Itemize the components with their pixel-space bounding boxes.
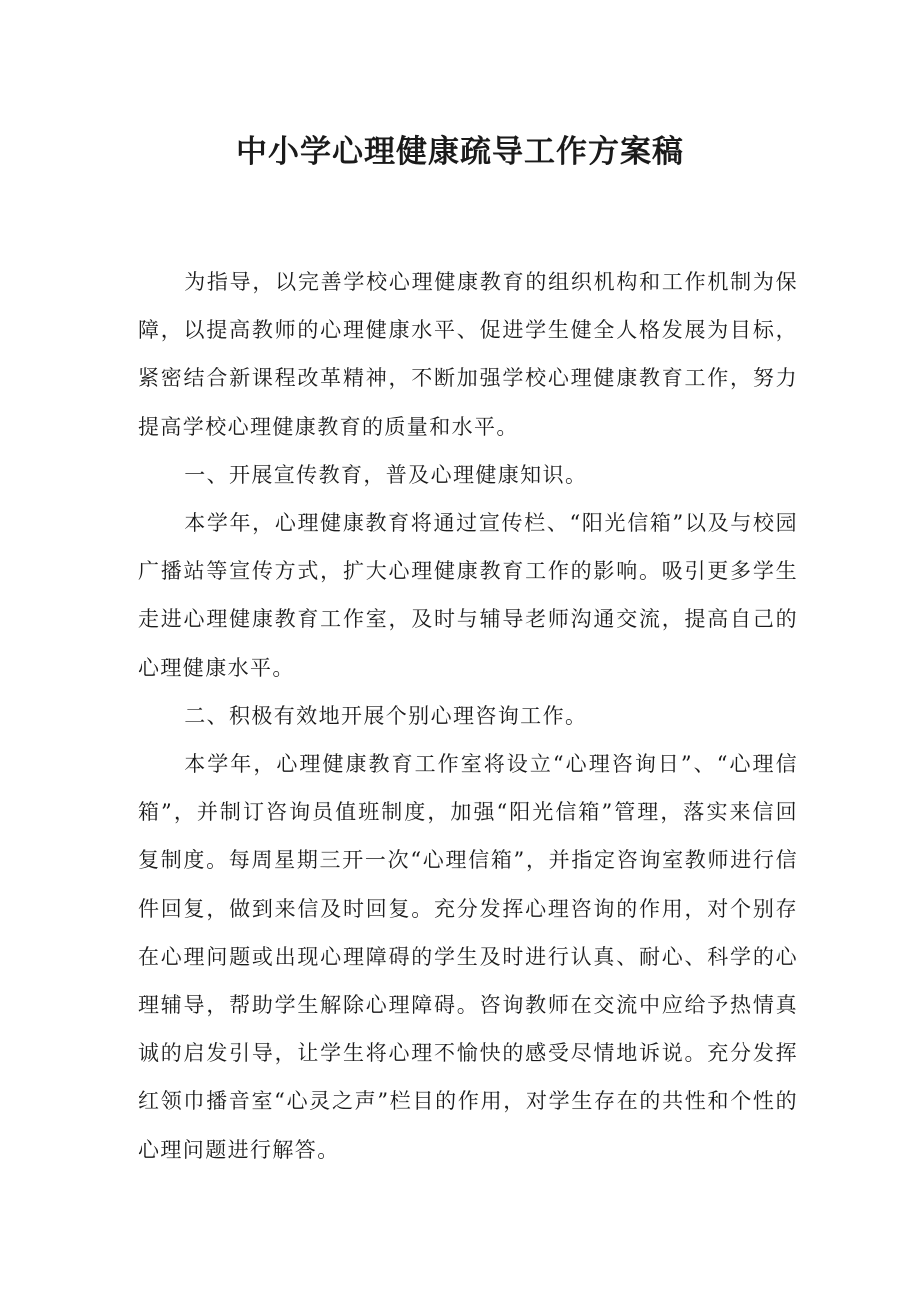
section-heading-1: 一、开展宣传教育，普及心理健康知识。 — [184, 462, 588, 487]
paragraph-section-1: 本学年，心理健康教育将通过宣传栏、“阳光信箱”以及与校园广播站等宣传方式，扩大心理健康教育工作的影响。吸引更多学生走进心理健康教育工作室，及时与辅导老师沟通交流，提高自己的心理健康水平。 — [138, 511, 798, 680]
section-heading-2: 二、积极有效地开展个别心理咨询工作。 — [184, 703, 588, 728]
paragraph-section-2: 本学年，心理健康教育工作室将设立“心理咨询日”、“心理信箱”，并制订咨询员值班制度，加强“阳光信箱”管理，落实来信回复制度。每周星期三开一次“心理信箱”，并指定咨询室教师进行信件回复，做到来信及时回复。充分发挥心理咨询的作用，对个别存在心理问题或出现心理障碍的学生及时进行认真、耐心、科学的心理辅导，帮助学生解除心理障碍。咨询教师在交流中应给予热情真诚的启发引导，让学生将心理不愉快的感受尽情地诉说。充分发挥红领巾播音室“心灵之声”栏目的作用，对学生存在的共性和个性的心理问题进行解答。 — [138, 752, 798, 1162]
document-title: 中小学心理健康疏导工作方案稿 — [236, 134, 684, 170]
paragraph-intro: 为指导，以完善学校心理健康教育的组织机构和工作机制为保障，以提高教师的心理健康水平、促进学生健全人格发展为目标，紧密结合新课程改革精神，不断加强学校心理健康教育工作，努力提高学校心理健康教育的质量和水平。 — [138, 270, 798, 439]
document-body — [138, 258, 798, 1174]
